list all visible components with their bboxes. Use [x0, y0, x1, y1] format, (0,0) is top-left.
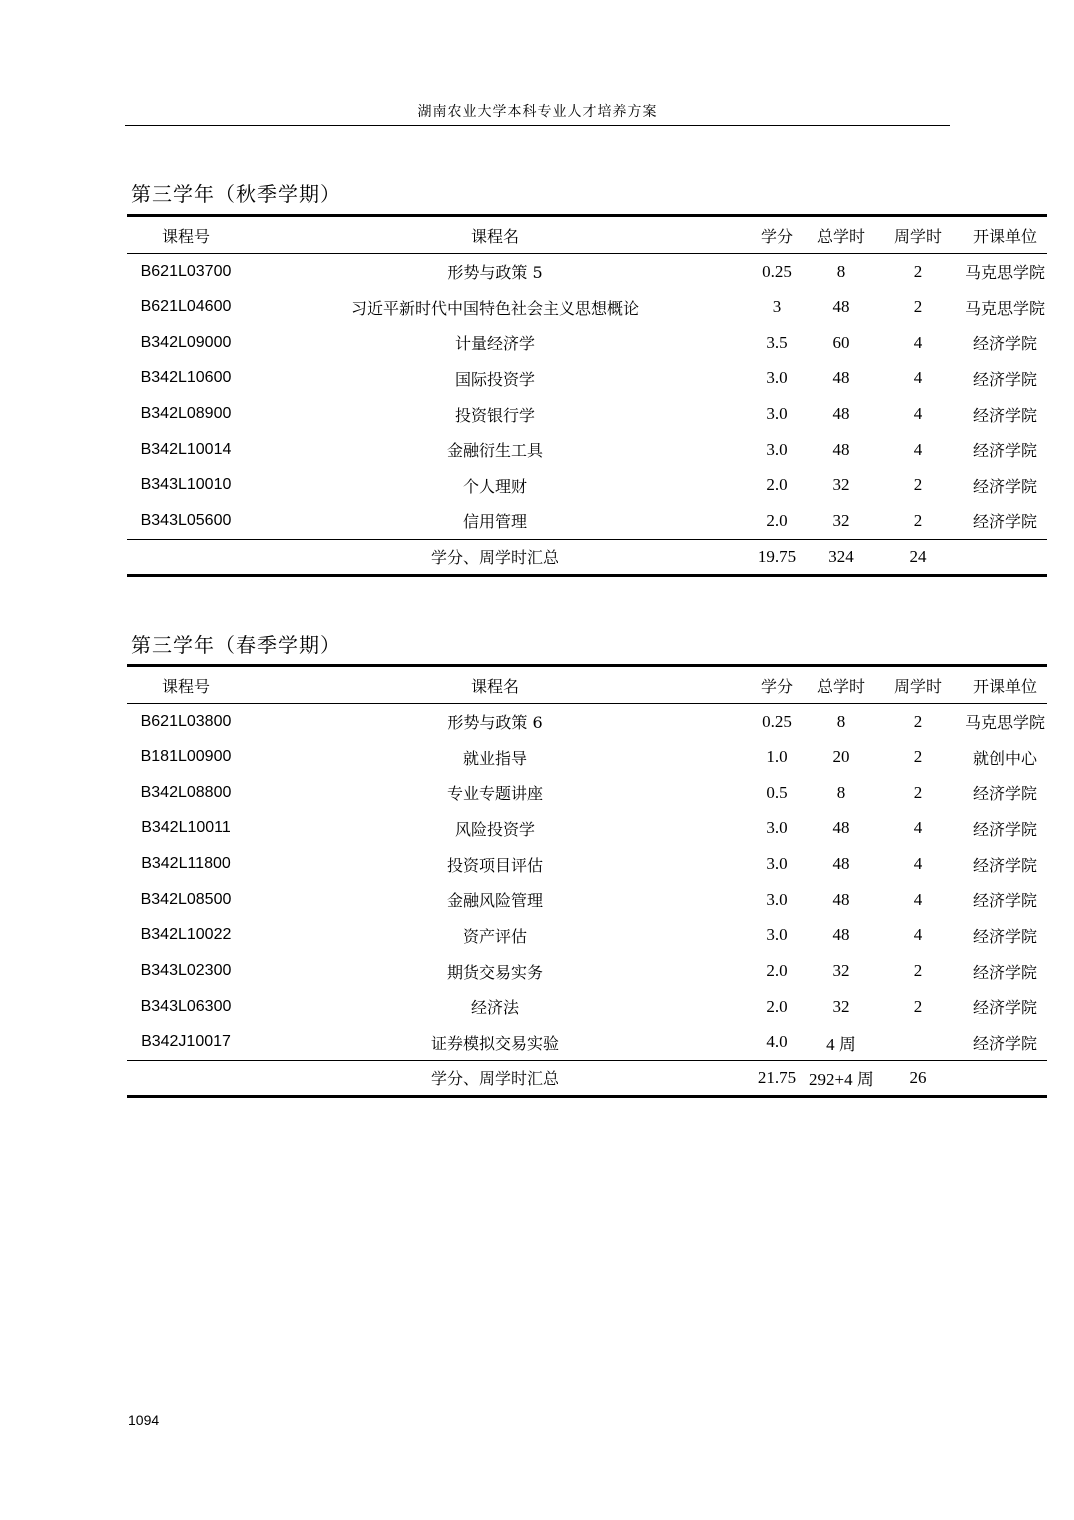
course-unit: 经济学院 [972, 369, 1037, 389]
summary-credits: 19.75 [757, 546, 797, 566]
summary-total-hours: 292+4 周 [809, 1070, 874, 1090]
course-weekly-hours: 4 [913, 404, 923, 424]
course-code: B342L10022 [140, 926, 232, 944]
col-header-total-hours: 总学时 [816, 676, 865, 696]
course-name: 投资项目评估 [446, 855, 543, 875]
summary-unit-empty [963, 539, 1047, 575]
table-row [127, 254, 1047, 290]
summary-weekly-hours: 26 [909, 1067, 927, 1087]
course-total-hours: 48 [832, 854, 850, 874]
course-credits: 3 [772, 297, 782, 317]
course-total-hours: 8 [836, 261, 846, 281]
course-unit: 马克思学院 [964, 298, 1045, 318]
col-header-total-hours: 总学时 [816, 226, 865, 246]
col-header-code: 课程号 [161, 226, 210, 246]
table-row [127, 704, 1047, 740]
table-row [127, 1025, 1047, 1061]
course-code: B342L10600 [140, 369, 232, 387]
course-name: 证券模拟交易实验 [430, 1033, 559, 1053]
table-row [127, 503, 1047, 539]
course-weekly-hours: 2 [913, 297, 923, 317]
course-total-hours: 32 [832, 961, 850, 981]
course-name: 形势与政策 5 [447, 263, 543, 283]
summary-spacer [127, 539, 245, 575]
course-total-hours: 20 [832, 747, 850, 767]
table-header-row [127, 216, 1047, 254]
course-weekly-hours: 4 [913, 854, 923, 874]
course-code: B621L04600 [140, 298, 232, 316]
course-name: 计量经济学 [454, 334, 535, 354]
course-code: B342L08900 [140, 405, 232, 423]
table-row [127, 432, 1047, 468]
course-code: B343L06300 [140, 997, 232, 1015]
course-weekly-hours: 4 [913, 439, 923, 459]
course-name: 国际投资学 [454, 369, 535, 389]
course-weekly-hours: 2 [913, 782, 923, 802]
summary-unit-empty [963, 1060, 1047, 1096]
course-total-hours: 8 [836, 782, 846, 802]
course-name: 金融衍生工具 [446, 441, 543, 461]
course-total-hours: 48 [832, 368, 850, 388]
course-weekly-hours: 2 [913, 711, 923, 731]
course-unit: 经济学院 [972, 405, 1037, 425]
course-weekly-hours: 2 [913, 261, 923, 281]
table-row [127, 775, 1047, 811]
table-row [127, 846, 1047, 882]
col-header-credits: 学分 [760, 226, 793, 246]
course-unit: 经济学院 [972, 784, 1037, 804]
course-code: B621L03700 [140, 262, 232, 280]
course-total-hours: 48 [832, 818, 850, 838]
table-row [127, 739, 1047, 775]
course-unit: 经济学院 [972, 819, 1037, 839]
course-name: 风险投资学 [454, 819, 535, 839]
course-total-hours: 48 [832, 404, 850, 424]
course-credits: 0.25 [762, 261, 792, 281]
course-name: 专业专题讲座 [446, 784, 543, 804]
course-total-hours: 32 [832, 996, 850, 1016]
section-title-spring: 第三学年（春季学期） [131, 633, 341, 657]
course-total-hours: 48 [832, 925, 850, 945]
course-total-hours: 8 [836, 711, 846, 731]
course-weekly-hours: 2 [913, 747, 923, 767]
col-header-name: 课程名 [470, 226, 519, 246]
summary-row [127, 539, 1047, 575]
course-weekly-hours: 2 [913, 510, 923, 530]
course-unit: 经济学院 [972, 998, 1037, 1018]
col-header-weekly-hours: 周学时 [893, 226, 942, 246]
col-header-code: 课程号 [161, 676, 210, 696]
summary-credits: 21.75 [757, 1067, 797, 1087]
course-name: 金融风险管理 [446, 891, 543, 911]
course-weekly-hours: 2 [913, 961, 923, 981]
col-header-credits: 学分 [760, 676, 793, 696]
course-unit: 经济学院 [972, 926, 1037, 946]
course-code: B342L10014 [140, 440, 232, 458]
course-name: 经济法 [470, 998, 519, 1018]
course-code: B342L10011 [141, 819, 231, 837]
course-weekly-hours: 4 [913, 925, 923, 945]
table-row [127, 289, 1047, 325]
course-code: B343L02300 [140, 962, 232, 980]
table-row [127, 396, 1047, 432]
course-credits: 3.0 [766, 368, 788, 388]
course-credits: 3.5 [766, 332, 788, 352]
table-header-row [127, 666, 1047, 704]
table-row [127, 811, 1047, 847]
course-code: B342J10017 [141, 1033, 231, 1051]
course-credits: 0.5 [766, 782, 788, 802]
course-name: 个人理财 [462, 476, 527, 496]
course-name: 就业指导 [462, 748, 527, 768]
course-credits: 3.0 [766, 889, 788, 909]
course-credits: 1.0 [766, 747, 788, 767]
course-credits: 3.0 [766, 404, 788, 424]
course-total-hours: 48 [832, 439, 850, 459]
course-weekly-hours: 4 [913, 332, 923, 352]
course-unit: 经济学院 [972, 476, 1037, 496]
course-name: 投资银行学 [454, 405, 535, 425]
course-name: 资产评估 [462, 926, 527, 946]
course-name: 形势与政策 6 [447, 713, 543, 733]
course-credits: 2.0 [766, 961, 788, 981]
summary-row [127, 1060, 1047, 1096]
course-total-hours: 32 [832, 475, 850, 495]
course-code: B342L08800 [140, 783, 232, 801]
course-unit: 经济学院 [972, 1033, 1037, 1053]
course-table-autumn [127, 214, 1047, 577]
page-number: 1094 [128, 1412, 160, 1428]
course-code: B343L05600 [140, 511, 232, 529]
course-name: 期货交易实务 [446, 962, 543, 982]
course-credits: 3.0 [766, 925, 788, 945]
table-body [127, 254, 1047, 540]
course-credits: 2.0 [766, 475, 788, 495]
col-header-unit: 开课单位 [972, 226, 1037, 246]
course-code: B621L03800 [140, 712, 232, 730]
table-row [127, 468, 1047, 504]
course-table-spring [127, 664, 1047, 1098]
course-weekly-hours [873, 1025, 963, 1061]
course-unit: 马克思学院 [964, 713, 1045, 733]
table-row [127, 989, 1047, 1025]
course-weekly-hours: 4 [913, 889, 923, 909]
course-credits: 2.0 [766, 510, 788, 530]
summary-spacer [127, 1060, 245, 1096]
course-credits: 2.0 [766, 996, 788, 1016]
col-header-weekly-hours: 周学时 [893, 676, 942, 696]
summary-label: 学分、周学时汇总 [430, 1069, 559, 1089]
course-unit: 经济学院 [972, 855, 1037, 875]
course-credits: 3.0 [766, 818, 788, 838]
course-unit: 马克思学院 [964, 263, 1045, 283]
course-unit: 经济学院 [972, 334, 1037, 354]
course-unit: 就创中心 [972, 748, 1037, 768]
course-unit: 经济学院 [972, 891, 1037, 911]
table-row [127, 953, 1047, 989]
course-total-hours: 32 [832, 510, 850, 530]
course-weekly-hours: 4 [913, 368, 923, 388]
summary-weekly-hours: 24 [909, 546, 927, 566]
course-credits: 3.0 [766, 439, 788, 459]
course-code: B181L00900 [140, 748, 232, 766]
course-credits: 3.0 [766, 854, 788, 874]
table-row [127, 918, 1047, 954]
course-weekly-hours: 4 [913, 818, 923, 838]
table-row [127, 325, 1047, 361]
table-body [127, 704, 1047, 1061]
course-total-hours: 4 周 [826, 1034, 856, 1054]
table-row [127, 361, 1047, 397]
course-total-hours: 60 [832, 332, 850, 352]
course-credits: 0.25 [762, 711, 792, 731]
summary-label: 学分、周学时汇总 [430, 548, 559, 567]
course-weekly-hours: 2 [913, 475, 923, 495]
col-header-name: 课程名 [470, 676, 519, 696]
course-name: 习近平新时代中国特色社会主义思想概论 [350, 298, 639, 318]
section-title-autumn: 第三学年（秋季学期） [131, 182, 341, 206]
course-total-hours: 48 [832, 889, 850, 909]
col-header-unit: 开课单位 [972, 676, 1037, 696]
course-code: B342L08500 [140, 890, 232, 908]
course-name: 信用管理 [462, 512, 527, 532]
summary-total-hours: 324 [828, 546, 854, 566]
course-code: B342L09000 [140, 333, 232, 351]
page-header: 湖南农业大学本科专业人才培养方案 [125, 100, 950, 126]
course-unit: 经济学院 [972, 962, 1037, 982]
course-unit: 经济学院 [972, 441, 1037, 461]
course-credits: 4.0 [766, 1032, 788, 1052]
course-weekly-hours: 2 [913, 996, 923, 1016]
table-row [127, 882, 1047, 918]
course-code: B343L10010 [140, 476, 232, 494]
course-unit: 经济学院 [972, 512, 1037, 532]
course-total-hours: 48 [832, 297, 850, 317]
course-code: B342L11800 [141, 855, 231, 873]
